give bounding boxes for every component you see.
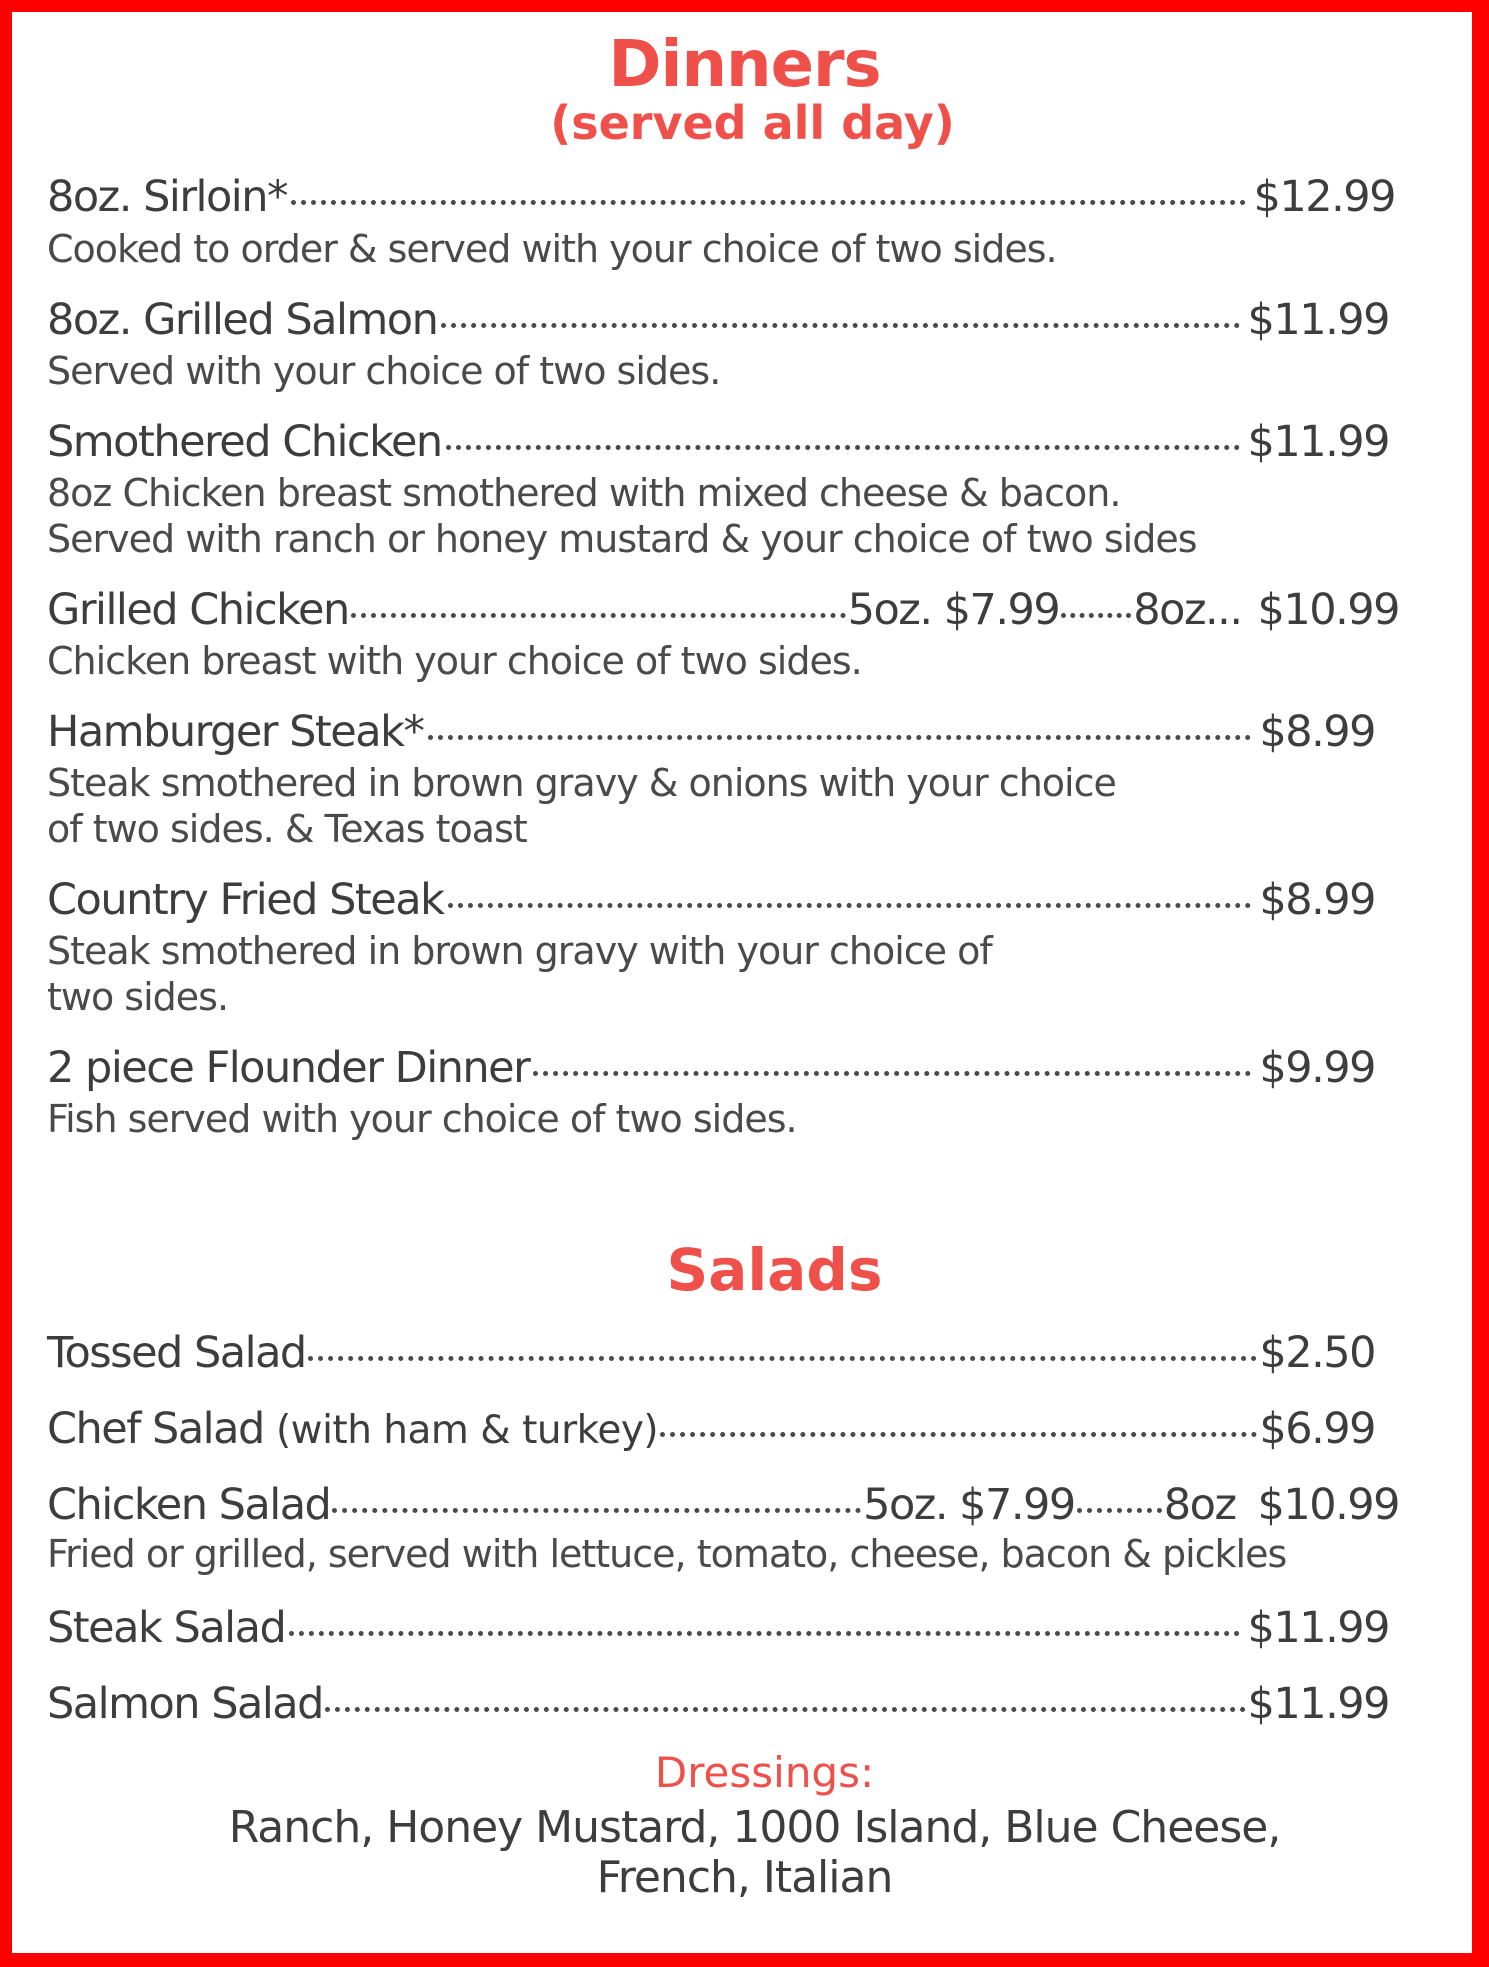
- menu-item-salmon-salad: [47, 1679, 1389, 1729]
- item-name: Tossed Salad: [47, 1328, 306, 1378]
- salad-note: (with ham & turkey): [275, 1408, 659, 1453]
- dressings-line: French, Italian: [596, 1852, 893, 1903]
- dressings-line: Ranch, Honey Mustard, 1000 Island, Blue Cheese,: [228, 1802, 1281, 1853]
- description-line: Fried or grilled, served with lettuce, tomato, cheese, bacon & pickles: [47, 1532, 1287, 1576]
- item-price: $12.99: [1253, 172, 1395, 222]
- item-price: $6.99: [1259, 1404, 1375, 1454]
- menu-item-steak-salad: [47, 1603, 1389, 1653]
- item-name: Steak Salad: [47, 1603, 286, 1653]
- menu-item-flounder-dinner: [47, 1043, 1375, 1093]
- item-name: 2 piece Flounder Dinner: [47, 1043, 530, 1093]
- item-description: [47, 638, 862, 684]
- item-description: [47, 760, 1116, 852]
- item-description: [47, 1531, 1286, 1577]
- description-line: Served with your choice of two sides.: [47, 349, 721, 393]
- item-price: $11.99: [1247, 1603, 1389, 1653]
- description-line: Cooked to order & served with your choice of two sides.: [47, 227, 1057, 271]
- menu-item-hamburger-steak: [47, 707, 1375, 757]
- description-line: Chicken breast with your choice of two sides.: [47, 639, 862, 683]
- item-name: 8oz. Grilled Salmon: [47, 295, 438, 345]
- dot-leader: [441, 323, 1239, 328]
- dot-leader: [289, 1631, 1239, 1636]
- description-line: 8oz Chicken breast smothered with mixed cheese & bacon.: [47, 471, 1121, 515]
- dinners-subtitle: (served all day): [550, 96, 955, 150]
- menu-item-chicken-salad: [47, 1480, 1399, 1530]
- menu-item-sirloin: [47, 172, 1395, 222]
- item-size-large: 8oz: [1163, 1480, 1236, 1530]
- item-price: $8.99: [1259, 875, 1375, 925]
- item-price: $11.99: [1247, 295, 1389, 345]
- dot-leader: [351, 613, 846, 618]
- menu-item-tossed-salad: [47, 1328, 1375, 1378]
- menu-item-chef-salad: [47, 1404, 1375, 1454]
- item-price: $8.99: [1259, 707, 1375, 757]
- item-description: [47, 1096, 797, 1142]
- description-line: of two sides. & Texas toast: [47, 807, 527, 851]
- item-description: [47, 470, 1197, 562]
- item-name: Chicken Salad: [47, 1480, 331, 1530]
- item-price-small: 5oz. $7.99: [847, 585, 1060, 635]
- salad-name: Chef Salad: [47, 1404, 264, 1454]
- item-price: $10.99: [1257, 585, 1399, 635]
- dressings-list: [0, 1803, 1489, 1903]
- dot-leader: [291, 200, 1246, 205]
- dot-leader: [332, 1508, 861, 1513]
- dot-leader: [428, 735, 1252, 740]
- description-line: two sides.: [47, 975, 229, 1019]
- dot-leader: [308, 1356, 1258, 1361]
- menu-item-grilled-salmon: [47, 295, 1389, 345]
- item-price: $11.99: [1247, 417, 1389, 467]
- dot-leader: [533, 1071, 1251, 1076]
- item-name: Hamburger Steak*: [47, 707, 424, 757]
- menu-item-country-fried-steak: [47, 875, 1375, 925]
- dressings-title: Dressings:: [654, 1748, 875, 1797]
- item-name: Country Fried Steak: [47, 875, 444, 925]
- item-name: Grilled Chicken: [47, 585, 349, 635]
- dot-leader: [1077, 1508, 1162, 1513]
- dot-leader: [325, 1707, 1246, 1712]
- item-price-small: 5oz. $7.99: [863, 1480, 1075, 1530]
- description-line: Fish served with your choice of two sides.: [47, 1097, 797, 1141]
- item-price: $11.99: [1247, 1679, 1389, 1729]
- menu-item-smothered-chicken: [47, 417, 1389, 467]
- dot-leader: [1061, 613, 1131, 618]
- item-name: Smothered Chicken: [47, 417, 442, 467]
- dinners-title: Dinners: [608, 28, 881, 102]
- description-line: Served with ranch or honey mustard & your choice of two sides: [47, 517, 1197, 561]
- item-price: $2.50: [1259, 1328, 1375, 1378]
- item-name: [47, 1404, 658, 1454]
- salads-title: Salads: [666, 1236, 883, 1304]
- item-description: [47, 226, 1057, 272]
- item-description: [47, 928, 992, 1020]
- menu-item-grilled-chicken: [47, 585, 1399, 635]
- description-line: Steak smothered in brown gravy with your choice of: [47, 929, 992, 973]
- item-name: Salmon Salad: [47, 1679, 323, 1729]
- description-line: Steak smothered in brown gravy & onions with your choice: [47, 761, 1116, 805]
- item-price: $10.99: [1257, 1480, 1399, 1530]
- dot-leader: [660, 1432, 1257, 1437]
- item-price: $9.99: [1259, 1043, 1375, 1093]
- item-description: [47, 348, 720, 394]
- item-name: 8oz. Sirloin*: [47, 172, 287, 222]
- dot-leader: [446, 445, 1240, 450]
- dot-leader: [448, 903, 1252, 908]
- item-size-large: 8oz...: [1133, 585, 1242, 635]
